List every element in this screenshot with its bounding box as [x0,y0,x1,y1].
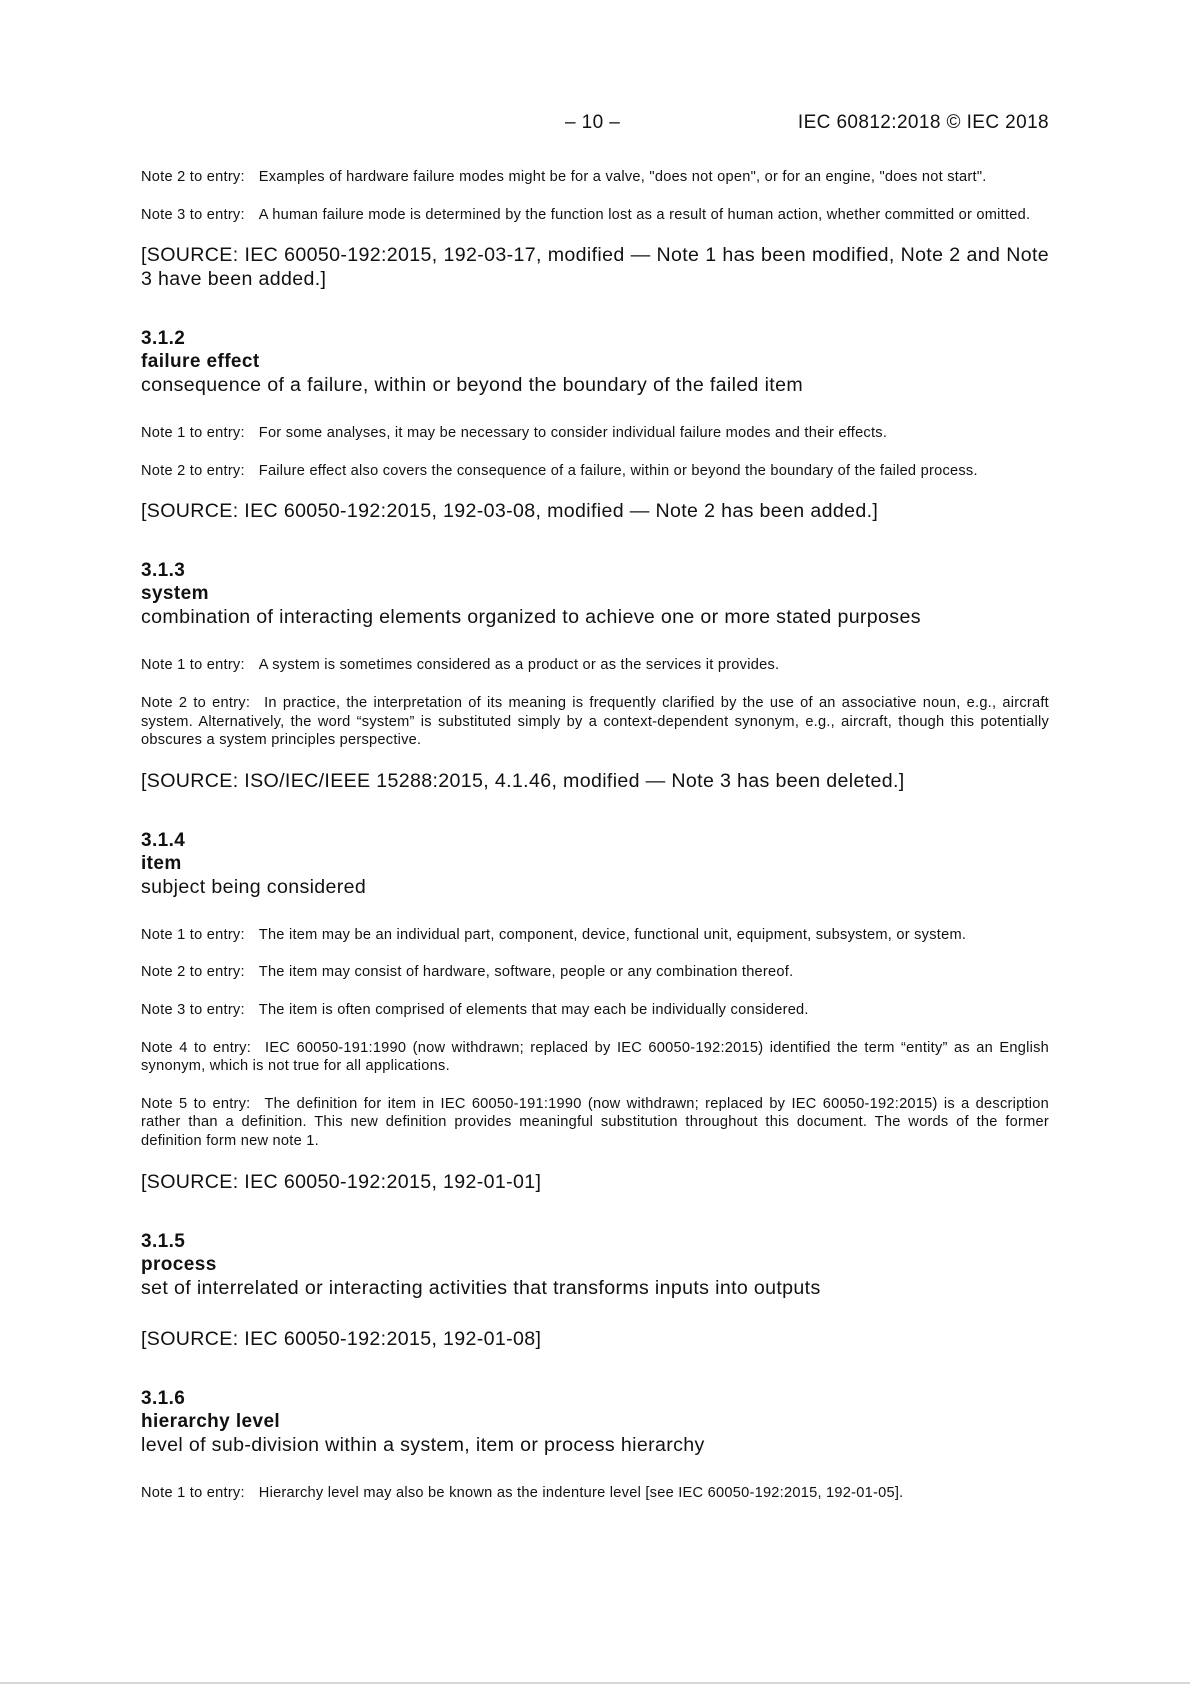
note [141,168,1049,187]
note-text: The item is often comprised of elements that may each be individually considered. [258,1001,809,1018]
term-name: failure effect [141,351,260,373]
note [141,1039,1049,1076]
term-number: 3.1.6 [141,1387,186,1409]
note-label: Note 4 to entry: [141,1039,252,1056]
term-entry [141,1230,1049,1351]
note-label: Note 1 to entry: [141,926,245,943]
term-name: hierarchy level [141,1410,281,1432]
term-definition: set of interrelated or interacting activities that transforms inputs into outputs [141,1276,821,1299]
note-text: A human failure mode is determined by the function lost as a result of human action, whether committed or omitted. [258,206,1031,223]
note-text: IEC 60050-191:1990 (now withdrawn; replaced by IEC 60050-192:2015) identified the term “entity” as an English synonym, which is not true for all applications. [141,1039,1050,1075]
term-definition: combination of interacting elements organized to achieve one or more stated purposes [141,606,921,629]
term-definition: consequence of a failure, within or beyond the boundary of the failed item [141,374,804,397]
term-name: system [141,583,209,605]
document-body [141,168,1049,1521]
note [141,206,1049,225]
note-label: Note 2 to entry: [141,169,245,185]
page-header [141,112,1049,140]
source-reference: [SOURCE: IEC 60050-192:2015, 192-01-01] [141,1170,542,1193]
note [141,462,1049,481]
term-definition: level of sub-division within a system, item or process hierarchy [141,1433,705,1456]
note-label: Note 1 to entry: [141,657,245,674]
note-text: Failure effect also covers the consequence of a failure, within or beyond the boundary of the failed process. [258,462,978,479]
note-label: Note 1 to entry: [141,425,245,442]
source-reference: [SOURCE: IEC 60050-192:2015, 192-03-17, modified — Note 1 has been modified, Note 2 and Note 3 have been added.] [141,244,1049,291]
note [141,1484,1049,1503]
note [141,926,1049,945]
note-text: The item may consist of hardware, software, people or any combination thereof. [258,964,794,981]
term-definition: subject being considered [141,875,367,898]
term-entry [141,829,1049,1194]
note-text: The item may be an individual part, component, device, functional unit, equipment, subsystem, or system. [258,926,967,943]
note-text: For some analyses, it may be necessary to consider individual failure modes and their effects. [258,425,888,442]
note-label: Note 3 to entry: [141,206,245,223]
document-id: IEC 60812:2018 © IEC 2018 [797,112,1049,133]
note-label: Note 2 to entry: [141,964,245,981]
note [141,963,1049,982]
term-number: 3.1.5 [141,1230,186,1252]
page-number: – 10 – [565,112,621,133]
note-text: Hierarchy level may also be known as the indenture level [see IEC 60050-192:2015, 192-01-05]. [258,1484,904,1501]
note [141,1095,1049,1151]
note [141,424,1049,443]
note-label: Note 2 to entry: [141,462,245,479]
note [141,656,1049,675]
term-entry [141,1387,1049,1503]
note [141,1001,1049,1020]
note-text: Examples of hardware failure modes might be for a valve, "does not open", or for an engine, "does not start". [258,169,987,185]
note-text: A system is sometimes considered as a product or as the services it provides. [258,657,780,674]
term-number: 3.1.4 [141,829,186,851]
term-entry [141,327,1049,523]
note [141,694,1049,750]
term-number: 3.1.3 [141,560,186,582]
note-label: Note 1 to entry: [141,1484,245,1501]
note-text: In practice, the interpretation of its meaning is frequently clarified by the use of an associative noun, e.g., aircraft system. Alternatively, the word “system” is substituted simply by a context-dependent synonym, e.g., aircraft, though this potentially obscures a system principles perspective. [141,694,1049,749]
note-label: Note 5 to entry: [141,1095,251,1112]
term-name: item [141,852,182,874]
term-number: 3.1.2 [141,328,186,350]
term-name: process [141,1253,217,1275]
note-text: The definition for item in IEC 60050-191:1990 (now withdrawn; replaced by IEC 60050-192:2015) is a description rather than a definition. This new definition provides meaningful substitution throughout this document. The words of the former definition form new note 1. [141,1095,1049,1149]
source-reference: [SOURCE: IEC 60050-192:2015, 192-03-08, modified — Note 2 has been added.] [141,500,879,523]
source-reference: [SOURCE: IEC 60050-192:2015, 192-01-08] [141,1327,542,1350]
note-label: Note 2 to entry: [141,694,251,711]
term-entry [141,559,1049,792]
note-label: Note 3 to entry: [141,1001,245,1018]
source-reference: [SOURCE: ISO/IEC/IEEE 15288:2015, 4.1.46, modified — Note 3 has been deleted.] [141,769,905,792]
